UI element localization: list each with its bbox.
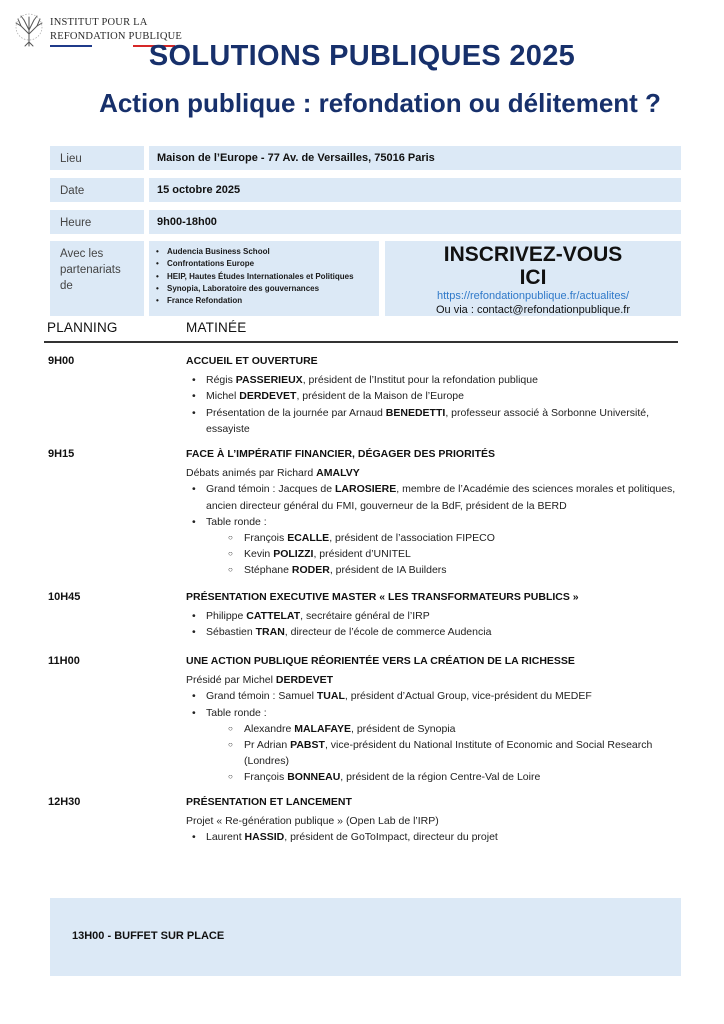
- partners-label-line2: partenariats de: [60, 264, 121, 292]
- list-item: • Présentation de la journée par Arnaud BENEDETTI, professeur associé à Sorbonne Université, essayiste: [186, 405, 686, 437]
- planning-heading: PLANNING: [47, 320, 118, 335]
- list-item: • Régis PASSERIEUX, président de l’Institut pour la refondation publique: [186, 372, 686, 388]
- slot-block: [186, 794, 686, 846]
- slot-time: 11H00: [48, 655, 80, 667]
- lieu-label-cell: [50, 146, 144, 170]
- list-subitem: ○ Pr Adrian PABST, vice-président du National Institute of Economic and Social Research (Londres): [206, 737, 686, 769]
- slot-title: PRÉSENTATION EXECUTIVE MASTER « LES TRANSFORMATEURS PUBLICS »: [186, 591, 579, 603]
- date-value-cell: [149, 178, 681, 202]
- logo-text-line1: INSTITUT POUR LA: [50, 17, 148, 28]
- planning-divider: [44, 341, 678, 343]
- list-item: • Table ronde : ○ François ECALLE, président de l’association FIPECO ○ Kevin POLIZZI, président d’UNITEL ○ Stéphane RODER, président de IA Builders: [186, 514, 686, 579]
- lieu-value: Maison de l’Europe - 77 Av. de Versailles, 75016 Paris: [157, 152, 435, 164]
- slot-block: [186, 446, 686, 579]
- session-heading: MATINÉE: [186, 320, 247, 335]
- partners-label-line1: Avec les: [60, 248, 104, 260]
- slot-project: Projet « Re-génération publique » (Open Lab de l’IRP): [186, 815, 439, 828]
- page-title: SOLUTIONS PUBLIQUES 2025: [148, 40, 576, 72]
- page-subtitle: Action publique : refondation ou délitement ?: [99, 88, 661, 118]
- lieu-label: Lieu: [60, 153, 82, 165]
- partners-list-cell: [149, 241, 379, 316]
- slot-block: [186, 589, 686, 641]
- signup-link[interactable]: https://refondationpublique.fr/actualites/: [436, 290, 629, 302]
- list-subitem: ○ Alexandre MALAFAYE, président de Synopia: [206, 721, 686, 737]
- slot-moderator: Débats animés par Richard AMALVY: [186, 467, 360, 480]
- signup-box[interactable]: [385, 241, 681, 316]
- list-subitem: ○ Stéphane RODER, président de IA Builders: [206, 562, 686, 578]
- heure-label: Heure: [60, 217, 92, 229]
- heure-value: 9h00-18h00: [157, 216, 217, 228]
- partner-item: • Audencia Business School: [153, 246, 379, 258]
- partner-item: • HEIP, Hautes Études Internationales et Politiques: [153, 271, 379, 283]
- heure-value-cell: [149, 210, 681, 234]
- slot-block: [186, 353, 686, 437]
- slot-time: 12H30: [48, 796, 81, 808]
- slot-title: PRÉSENTATION ET LANCEMENT: [186, 796, 352, 808]
- logo-text-line2: REFONDATION PUBLIQUE: [50, 31, 183, 42]
- list-item: • Grand témoin : Samuel TUAL, président d’Actual Group, vice-président du MEDEF: [186, 688, 686, 704]
- list-subitem: ○ François ECALLE, président de l’association FIPECO: [206, 530, 686, 546]
- list-item: • Philippe CATTELAT, secrétaire général de l’IRP: [186, 608, 686, 624]
- list-subitem: ○ François BONNEAU, président de la région Centre-Val de Loire: [206, 769, 686, 785]
- partner-item: • France Refondation: [153, 295, 379, 307]
- slot-time: 9H00: [48, 355, 75, 367]
- slot-time: 9H15: [48, 448, 75, 460]
- list-item: • Michel DERDEVET, président de la Maison de l’Europe: [186, 388, 686, 404]
- list-item: • Grand témoin : Jacques de LAROSIERE, membre de l’Académie des sciences morales et politiques, ancien directeur général du FMI, gouverneur de la BdF, président de la BERD: [186, 481, 686, 513]
- signup-contact-email: Ou via : contact@refondationpublique.fr: [435, 304, 630, 316]
- list-item: • Laurent HASSID, président de GoToImpact, directeur du projet: [186, 829, 686, 845]
- date-label-cell: [50, 178, 144, 202]
- slot-block: [186, 653, 686, 786]
- partners-label-cell: [50, 241, 144, 316]
- partner-item: • Synopia, Laboratoire des gouvernances: [153, 283, 379, 295]
- signup-heading-line2[interactable]: ICI: [519, 266, 547, 289]
- buffet-box: [50, 898, 681, 976]
- date-label: Date: [60, 185, 85, 197]
- date-value: 15 octobre 2025: [157, 184, 241, 196]
- slot-chair: Présidé par Michel DERDEVET: [186, 674, 334, 687]
- list-item: • Sébastien TRAN, directeur de l’école de commerce Audencia: [186, 624, 686, 640]
- buffet-text: 13H00 - BUFFET SUR PLACE: [72, 930, 225, 942]
- slot-title: ACCUEIL ET OUVERTURE: [186, 355, 318, 367]
- slot-title: UNE ACTION PUBLIQUE RÉORIENTÉE VERS LA CRÉATION DE LA RICHESSE: [186, 655, 575, 667]
- slot-time: 10H45: [48, 591, 81, 603]
- signup-heading-line1[interactable]: INSCRIVEZ-VOUS: [443, 243, 623, 266]
- slot-title: FACE À L’IMPÉRATIF FINANCIER, DÉGAGER DES PRIORITÉS: [186, 448, 495, 460]
- list-subitem: ○ Kevin POLIZZI, président d’UNITEL: [206, 546, 686, 562]
- lieu-value-cell: [149, 146, 681, 170]
- partners-list: [153, 246, 379, 307]
- partner-item: • Confrontations Europe: [153, 258, 379, 270]
- list-item: • Table ronde : ○ Alexandre MALAFAYE, président de Synopia ○ Pr Adrian PABST, vice-président du National Institute of Economic and Social Research (Londres) ○ François BONNEAU, président de la région Centre-Val de Loire: [186, 705, 686, 786]
- heure-label-cell: [50, 210, 144, 234]
